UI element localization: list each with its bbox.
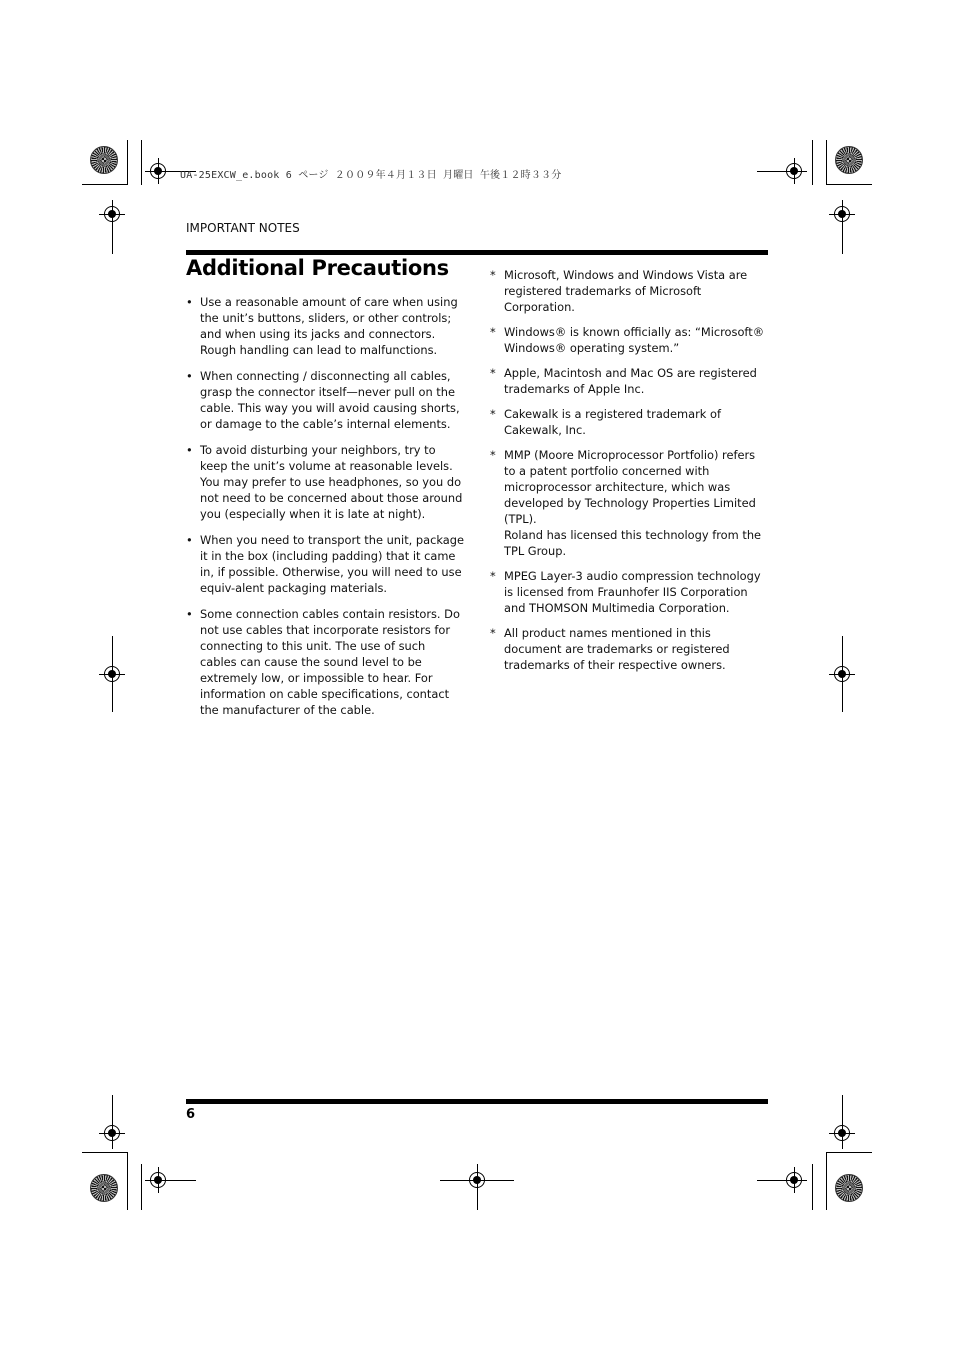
list-item	[490, 568, 768, 616]
asterisk-icon: *	[490, 366, 496, 380]
print-header: UA-25EXCW_e.book 6 ページ ２００９年４月１３日 月曜日 午後１２時３３分	[180, 170, 562, 181]
asterisk-icon: *	[490, 407, 496, 421]
list-item-text: To avoid disturbing your neighbors, try to keep the unit’s volume at reasonable levels. You may prefer to use headphones, so you do not need to be concerned about those around you (especially when it is late at night).	[200, 443, 463, 521]
list-item-text: Cakewalk is a registered trademark of Cakewalk, Inc.	[504, 407, 721, 437]
list-item-text: When you need to transport the unit, package it in the box (including padding) that it came in, if possible. Otherwise, you will need to use equiv-alent packaging materials.	[200, 533, 464, 595]
list-item-text: Some connection cables contain resistors. Do not use cables that incorporate resistors for connecting to this unit. The use of such cables can cause the sound level to be extremely low, or impossible to hear. For information on cable specifications, contact the manufacturer of the cable.	[200, 607, 460, 717]
list-item-text: Use a reasonable amount of care when using the unit’s buttons, sliders, or other controls; and when using its jacks and connectors. Rough handling can lead to malfunctions.	[200, 295, 458, 357]
asterisk-icon: *	[490, 268, 496, 282]
bullet-icon: •	[186, 295, 193, 309]
list-item-text: MMP (Moore Microprocessor Portfolio) refers to a patent portfolio concerned with microprocessor architecture, which was developed by Technology Properties Limited (TPL).	[504, 448, 756, 526]
list-item	[490, 324, 768, 356]
list-item-text: Apple, Macintosh and Mac OS are registered trademarks of Apple Inc.	[504, 366, 757, 396]
asterisk-icon: *	[490, 448, 496, 462]
bullet-icon: •	[186, 607, 193, 621]
page-title: Additional Precautions	[186, 256, 449, 280]
list-item-text: Windows® is known officially as: “Microsoft® Windows® operating system.”	[504, 325, 765, 355]
bullet-icon: •	[186, 369, 193, 383]
asterisk-icon: *	[490, 626, 496, 640]
registration-star-icon	[90, 1174, 118, 1202]
page-number: 6	[186, 1107, 196, 1122]
asterisk-icon: *	[490, 569, 496, 583]
list-item	[186, 294, 464, 358]
footer-rule	[186, 1099, 768, 1104]
list-item	[186, 442, 464, 522]
bullet-icon: •	[186, 533, 193, 547]
section-label: IMPORTANT NOTES	[186, 221, 300, 235]
header-rule	[186, 250, 768, 255]
bullet-icon: •	[186, 443, 193, 457]
list-item-text: Microsoft, Windows and Windows Vista are registered trademarks of Microsoft Corporation.	[504, 268, 748, 314]
list-item	[490, 406, 768, 438]
list-item-text: When connecting / disconnecting all cables, grasp the connector itself—never pull on the cable. This way you will avoid causing shorts, or damage to the cable’s internal elements.	[200, 369, 460, 431]
list-item	[490, 625, 768, 673]
asterisk-icon: *	[490, 325, 496, 339]
list-item	[490, 447, 768, 559]
trademarks-list	[490, 267, 768, 673]
list-item	[186, 368, 464, 432]
list-item	[186, 606, 464, 718]
registration-star-icon	[835, 1174, 863, 1202]
trademarks-column	[490, 267, 768, 682]
registration-star-icon	[835, 146, 863, 174]
precautions-column	[186, 294, 464, 728]
list-item-text: MPEG Layer-3 audio compression technology is licensed from Fraunhofer IIS Corporation and THOMSON Multimedia Corporation.	[504, 569, 761, 615]
list-item-extra-text: Roland has licensed this technology from the TPL Group.	[504, 528, 762, 558]
list-item	[186, 532, 464, 596]
list-item	[490, 365, 768, 397]
registration-star-icon	[90, 146, 118, 174]
list-item	[490, 267, 768, 315]
list-item-text: All product names mentioned in this document are trademarks or registered trademarks of their respective owners.	[504, 626, 730, 672]
precautions-list	[186, 294, 464, 718]
